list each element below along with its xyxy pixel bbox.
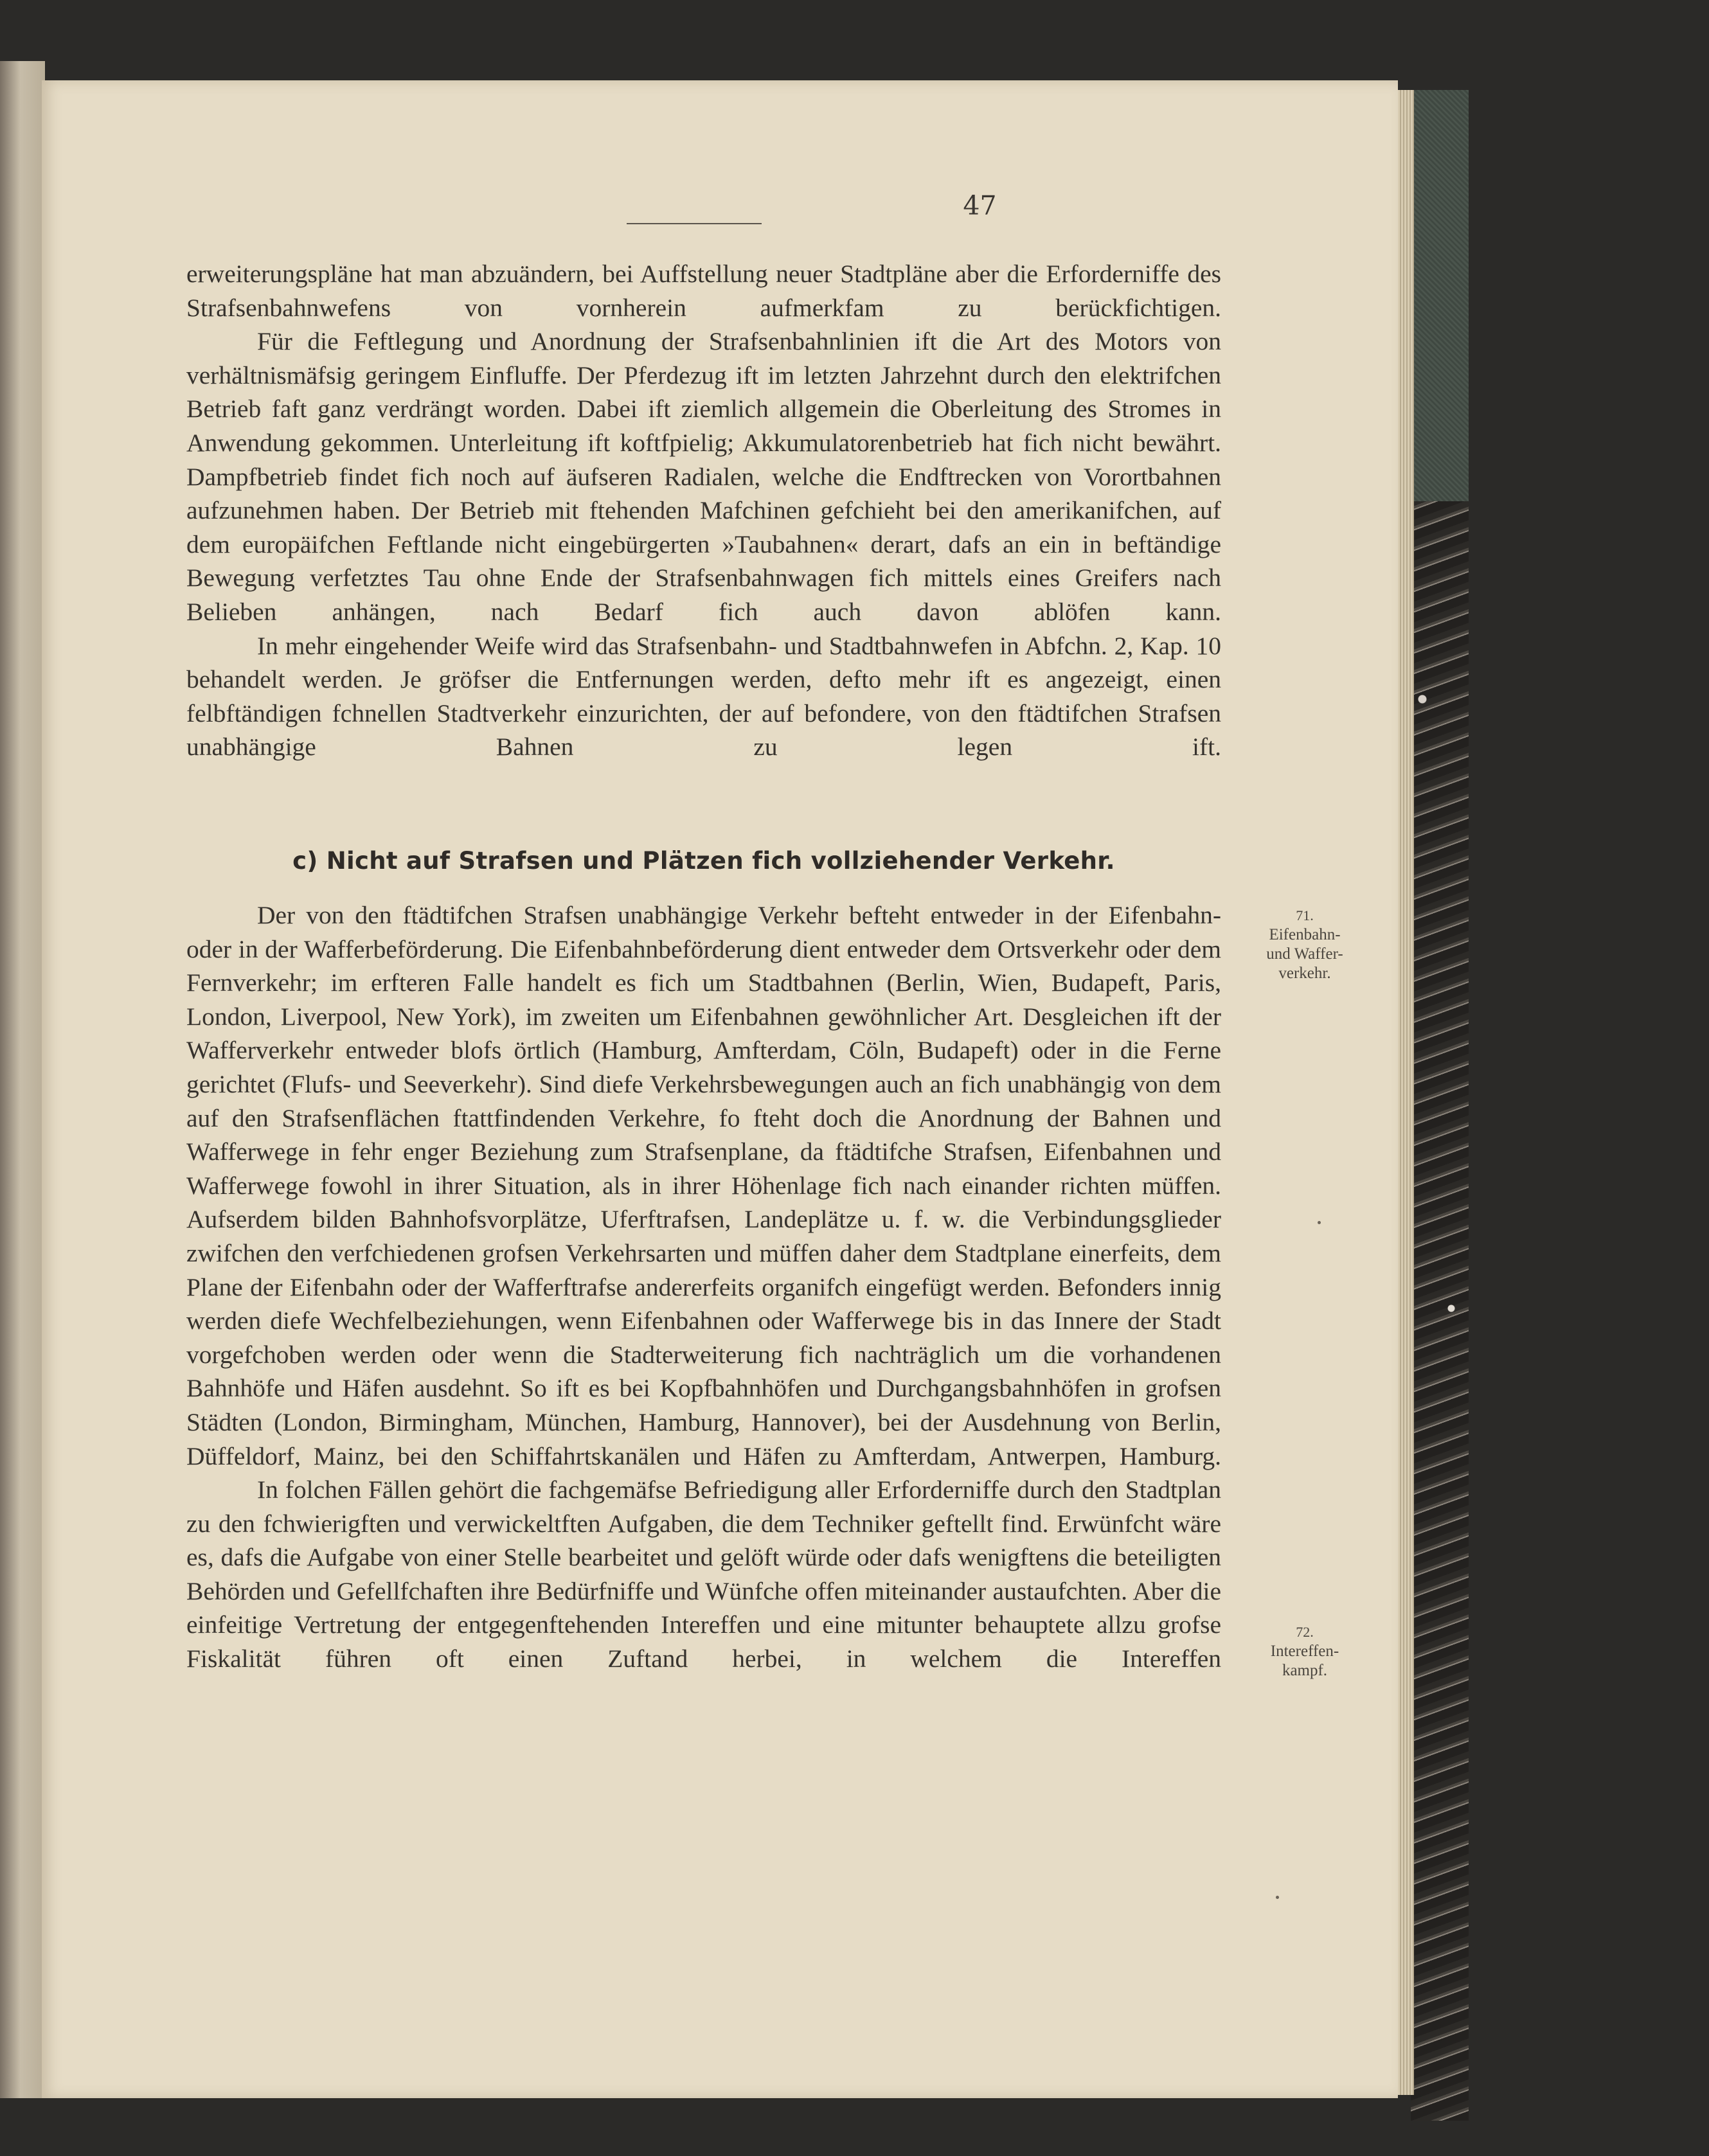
margin-note-72 [1244, 1623, 1366, 1680]
paragraph: Für die Feftlegung und Anordnung der Strafsenbahnlinien ift die Art des Motors von verhältnismäfsig geringem Einfluffe. Der Pferdezug ift im letzten Jahrzehnt durch den elektrifchen Betrieb faft ganz verdrängt worden. Dabei ift ziemlich allgemein die Oberleitung des Stromes in Anwendung gekommen. Unterleitung ift koftfpielig; Akkumulatorenbetrieb hat fich nicht bewährt. Dampfbetrieb findet fich noch auf äufseren Radialen, welche die Endftrecken von Vorortbahnen aufzunehmen haben. Der Betrieb mit ftehenden Mafchinen gefchieht bei den amerikanifchen, auf dem europäifchen Feftlande nicht eingebürgerten »Taubahnen« derart, dafs an ein in beftändige Bewegung verfetztes Tau ohne Ende der Strafsenbahnwagen fich mittels eines Greifers nach Belieben anhängen, nach Bedarf fich auch davon ablöfen kann. [186, 327, 1221, 626]
paragraph: erweiterungspläne hat man abzuändern, bei Auffstellung neuer Stadtpläne aber die Erforderniffe des Strafsenbahnwefens von vornherein aufmerkfam zu berückfichtigen. [186, 260, 1221, 322]
text-block-top [186, 257, 1221, 764]
margin-note-number: 71. [1296, 907, 1314, 923]
paper-speck [1318, 1221, 1321, 1224]
text-block-bottom [186, 898, 1221, 1676]
book-cover-cloth [1411, 90, 1469, 501]
page-number-rule [627, 223, 762, 224]
left-page-edge [0, 61, 45, 2098]
margin-note-line: verkehr. [1278, 965, 1331, 982]
paper-speck [1276, 1896, 1279, 1899]
paragraph: In folchen Fällen gehört die fachgemäfse Befriedigung aller Erforderniffe durch den Stadtplan zu den fchwierigften und verwickeltften Aufgaben, die dem Techniker geftellt find. Erwünfcht wäre es, dafs die Aufgabe von einer Stelle bearbeitet und gelöft würde oder dafs wenigftens die beteiligten Behörden und Gefellfchaften ihre Bedürfniffe und Wünfche offen miteinander austaufchten. Aber die einfeitige Vertretung der entgegenftehenden Intereffen und eine mitunter behauptete allzu grofse Fiskalität führen oft einen Zuftand herbei, in welchem die Intereffen [186, 1475, 1221, 1673]
margin-note-line: kampf. [1282, 1662, 1328, 1679]
page-number: 47 [963, 190, 997, 221]
paragraph: Der von den ftädtifchen Strafsen unabhängige Verkehr befteht entweder in der Eifenbahn- oder in der Wafferbeförderung. Die Eifenbahnbeförderung dient entweder dem Ortsverkehr oder dem Fernverkehr; im erfteren Falle handelt es fich um Stadtbahnen (Berlin, Wien, Budapeft, Paris, London, Liverpool, New York), im zweiten um Eifenbahnen gewöhnlicher Art. Desgleichen ift der Wafferverkehr entweder blofs örtlich (Hamburg, Amfterdam, Cöln, Budapeft) oder in die Ferne gerichtet (Flufs- und Seeverkehr). Sind diefe Verkehrsbewegungen auch an fich unabhängig von dem auf den Strafsenflächen ftattfindenden Verkehre, fo fteht doch die Anordnung der Bahnen und Wafferwege in fehr enger Beziehung zum Strafsenplane, da ftädtifche Strafsen, Eifenbahnen und Wafferwege fowohl in ihrer Situation, als in ihrer Höhenlage fich nach einander richten müffen. Aufserdem bilden Bahnhofsvorplätze, Uferftrafsen, Landeplätze u. f. w. die Verbindungsglieder zwifchen den verfchiedenen grofsen Verkehrsarten und müffen daher dem Stadtplane einerfeits, dem Plane der Eifenbahn oder der Wafferftrafse andererfeits organifch eingefügt werden. Befonders innig werden diefe Wechfelbeziehungen, wenn Eifenbahnen oder Wafferwege bis in das Innere der Stadt vorgefchoben werden oder wenn die Stadterweiterung fich nachträglich um die vorhandenen Bahnhöfe und Häfen ausdehnt. So ift es bei Kopfbahnhöfen und Durchgangsbahnhöfen in grofsen Städten (London, Birmingham, München, Hamburg, Hannover), bei der Ausdehnung von Berlin, Düffeldorf, Mainz, bei den Schiffahrtskanälen und Häfen zu Amfterdam, Antwerpen, Hamburg. [186, 901, 1221, 1470]
section-heading: c) Nicht auf Strafsen und Plätzen fich vollziehender Verkehr. [292, 847, 1115, 875]
margin-note-71 [1244, 906, 1366, 983]
margin-note-line: und Waffer- [1266, 945, 1343, 963]
margin-note-number: 72. [1296, 1624, 1314, 1640]
margin-note-line: Eifenbahn- [1269, 926, 1341, 943]
margin-note-line: Intereffen- [1270, 1643, 1339, 1660]
paragraph: In mehr eingehender Weife wird das Strafsenbahn- und Stadtbahnwefen in Abfchn. 2, Kap. 10 behandelt werden. Je gröfser die Entfernungen werden, defto mehr ift es angezeigt, einen felbftändigen fchnellen Stadtverkehr einzurichten, der auf befondere, von den ftädtifchen Strafsen unabhängige Bahnen zu legen ift. [186, 631, 1221, 762]
